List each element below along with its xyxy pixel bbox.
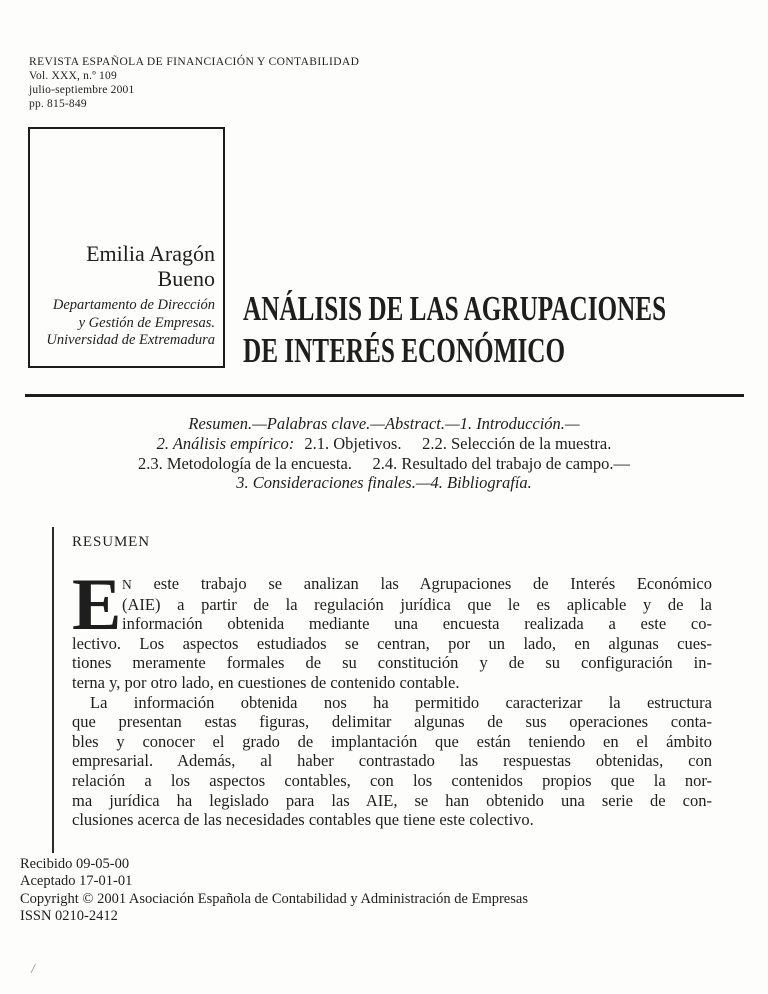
outline-line4: 3. Consideraciones finales.—4. Bibliografía. bbox=[236, 473, 532, 493]
issn-line: ISSN 0210-2412 bbox=[20, 908, 118, 925]
affiliation-line1: Departamento de Dirección bbox=[52, 297, 215, 313]
journal-issue-date: julio-septiembre 2001 bbox=[29, 84, 135, 96]
title-divider-rule bbox=[25, 394, 744, 397]
article-title-line1: ANÁLISIS DE LAS AGRUPACIONES bbox=[243, 289, 667, 328]
page-footer bbox=[20, 856, 528, 926]
scan-artifact-mark: / bbox=[30, 961, 36, 978]
outline-line1: Resumen.—Palabras clave.—Abstract.—1. Introducción.— bbox=[188, 414, 580, 433]
journal-header bbox=[29, 55, 359, 111]
resumen-paragraph1-wrapped-lines bbox=[122, 574, 712, 634]
body-line: clusiones acerca de las necesidades contables que tiene este colectivo. bbox=[72, 810, 534, 830]
article-title bbox=[243, 288, 768, 372]
body-line: (AIE) a partir de la regulación jurídica que le es aplicable y de la bbox=[122, 594, 712, 614]
resumen-body bbox=[72, 564, 712, 830]
body-line: tiones meramente formales de su constitución y de su configuración in- bbox=[72, 653, 712, 673]
body-line: La información obtenida nos ha permitido caracterizar la estructura bbox=[90, 692, 712, 712]
section-left-bar bbox=[52, 527, 54, 853]
copyright-line: Copyright © 2001 Asociación Española de Contabilidad y Administración de Empresas bbox=[20, 890, 528, 907]
author-name-line1: Emilia Aragón bbox=[86, 241, 215, 266]
accepted-date: Aceptado 17-01-01 bbox=[20, 873, 133, 890]
outline-line3: 2.3. Metodología de la encuesta. 2.4. Resultado del trabajo de campo.— bbox=[137, 453, 631, 473]
author-affiliation bbox=[30, 297, 223, 350]
resumen-heading: RESUMEN bbox=[72, 534, 150, 550]
outline-line2 bbox=[40, 434, 728, 454]
journal-volume: Vol. XXX, n.º 109 bbox=[29, 70, 117, 82]
body-line: ma jurídica ha legislado para las AIE, se han obtenido una serie de con- bbox=[72, 790, 712, 810]
affiliation-line2: y Gestión de Empresas. bbox=[78, 314, 215, 331]
author-name-line2: Bueno bbox=[157, 266, 215, 291]
body-line: terna y, por otro lado, en cuestiones de contenido contable. bbox=[72, 672, 460, 692]
received-date: Recibido 09-05-00 bbox=[20, 856, 130, 872]
body-line: lectivo. Los aspectos estudiados se centran, por un lado, en algunas cues- bbox=[72, 633, 712, 653]
outline-line2-italic: 2. Análisis empírico: bbox=[156, 433, 295, 453]
outline-line2-roman: 2.1. Objetivos. 2.2. Selección de la muestra. bbox=[304, 433, 612, 453]
body-line: que presentan estas figuras, delimitar algunas de sus operaciones conta- bbox=[72, 712, 712, 732]
affiliation-line3: Universidad de Extremadura bbox=[46, 332, 215, 348]
body-line: empresarial. Además, al haber contrastado las respuestas obtenidas, con bbox=[72, 751, 712, 771]
author-name bbox=[30, 241, 223, 291]
body-line: bles y conocer el grado de implantación que están teniendo en el ámbito bbox=[72, 731, 712, 751]
body-line: información obtenida mediante una encuesta realizada a este co- bbox=[122, 614, 712, 634]
journal-name: REVISTA ESPAÑOLA DE FINANCIACIÓN Y CONTABILIDAD bbox=[29, 56, 360, 68]
article-title-line2: DE INTERÉS ECONÓMICO bbox=[243, 331, 566, 370]
author-box bbox=[28, 127, 225, 368]
dropcap-letter: E bbox=[72, 564, 122, 646]
journal-pages: pp. 815-849 bbox=[29, 98, 87, 110]
body-line: N este trabajo se analizan las Agrupaciones de Interés Económico bbox=[122, 574, 712, 593]
body-line: relación a los aspectos contables, con los contenidos propios que la nor- bbox=[72, 770, 712, 790]
article-outline bbox=[40, 414, 728, 493]
